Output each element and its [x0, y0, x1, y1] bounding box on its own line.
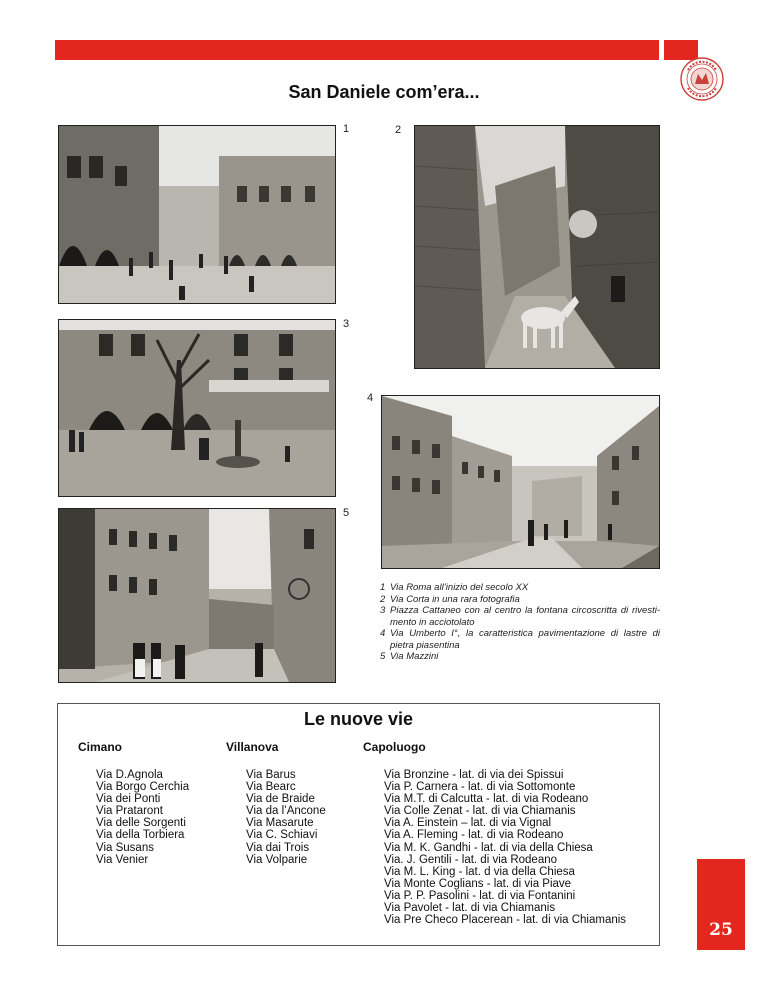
street-item: Via dei Ponti — [96, 793, 161, 806]
page-title: San Daniele com’era... — [288, 82, 480, 102]
street-item: Via Monte Coglians - lat. di via Piave — [384, 877, 572, 890]
caption-2: 2 Via Corta in una rara fotografia — [380, 593, 520, 605]
street-item: Via Colle Zenat - lat. di via Chiamanis — [384, 805, 576, 818]
street-list-villanova — [246, 769, 326, 866]
column-heading-cimano: Cimano — [78, 740, 123, 754]
street-item: Via Volparie — [246, 853, 308, 866]
street-item: Via Bronzine - lat. di via dei Spissui — [384, 769, 564, 781]
photo-number-5: 5 — [343, 507, 350, 519]
street-item: Via C. Schiavi — [246, 829, 318, 842]
photo-5 — [58, 508, 336, 683]
street-item: Via A. Fleming - lat. di via Rodeano — [384, 829, 564, 842]
photo-2 — [414, 125, 660, 369]
page-number: 25 — [709, 920, 733, 940]
column-heading-capoluogo: Capoluogo — [363, 740, 426, 754]
street-item: Via delle Sorgenti — [96, 817, 186, 830]
street-item: Via M. K. Gandhi - lat. di via della Chiesa — [384, 841, 593, 854]
street-item: Via P. Carnera - lat. di via Sottomonte — [384, 781, 576, 794]
caption-4: 4 Via Umberto I°, la caratteristica pavimentazione di lastre di pietra piasentina — [380, 628, 660, 651]
photo-number-4: 4 — [367, 392, 374, 404]
photo-number-1: 1 — [343, 123, 350, 135]
street-item: Via Susans — [96, 841, 154, 854]
street-item: Via da l’Ancone — [246, 805, 326, 818]
street-item: Via P. P. Pasolini - lat. di via Fontanini — [384, 889, 576, 902]
street-item: Via Venier — [96, 853, 149, 866]
header-red-bar — [55, 40, 659, 60]
street-item: Via D.Agnola — [96, 769, 163, 781]
street-item: Via dai Trois — [246, 841, 310, 854]
street-item: Via M.T. di Calcutta - lat. di via Rodeano — [384, 793, 589, 806]
street-list-capoluogo — [384, 769, 626, 926]
caption-5: 5 Via Mazzini — [380, 651, 439, 662]
photo-captions — [380, 582, 660, 663]
street-item: Via. J. Gentili - lat. di via Rodeano — [384, 853, 558, 866]
street-item: Via Masarute — [246, 817, 314, 830]
photo-number-3: 3 — [343, 318, 350, 330]
street-item: Via M. L. King - lat. d via della Chiesa — [384, 865, 575, 878]
nuove-vie-title: Le nuove vie — [303, 709, 414, 729]
photo-1 — [58, 125, 336, 304]
photo-number-2: 2 — [395, 124, 402, 136]
caption-3: 3 Piazza Cattaneo con al centro la fontana circoscritta di rivesti-mento in acciotolato — [380, 605, 660, 628]
street-item: Via Barus — [246, 769, 296, 781]
street-item: Via A. Einstein – lat. di via Vignal — [384, 817, 552, 830]
street-item: Via Pre Checo Placerean - lat. di via Chiamanis — [384, 914, 627, 927]
street-list-cimano — [96, 769, 189, 866]
street-item: Via Pavolet - lat. di via Chiamanis — [384, 902, 556, 915]
caption-1: 1 Via Roma all’inizio del secolo XX — [380, 582, 529, 593]
column-heading-villanova: Villanova — [226, 740, 279, 754]
street-item: Via della Torbiera — [96, 829, 185, 842]
photo-3 — [58, 319, 336, 497]
street-item: Via Borgo Cerchia — [96, 781, 190, 794]
street-item: Via Bearc — [246, 781, 296, 794]
photo-4 — [381, 395, 660, 569]
street-item: Via Prataront — [96, 805, 163, 818]
street-item: Via de Braide — [246, 793, 315, 806]
